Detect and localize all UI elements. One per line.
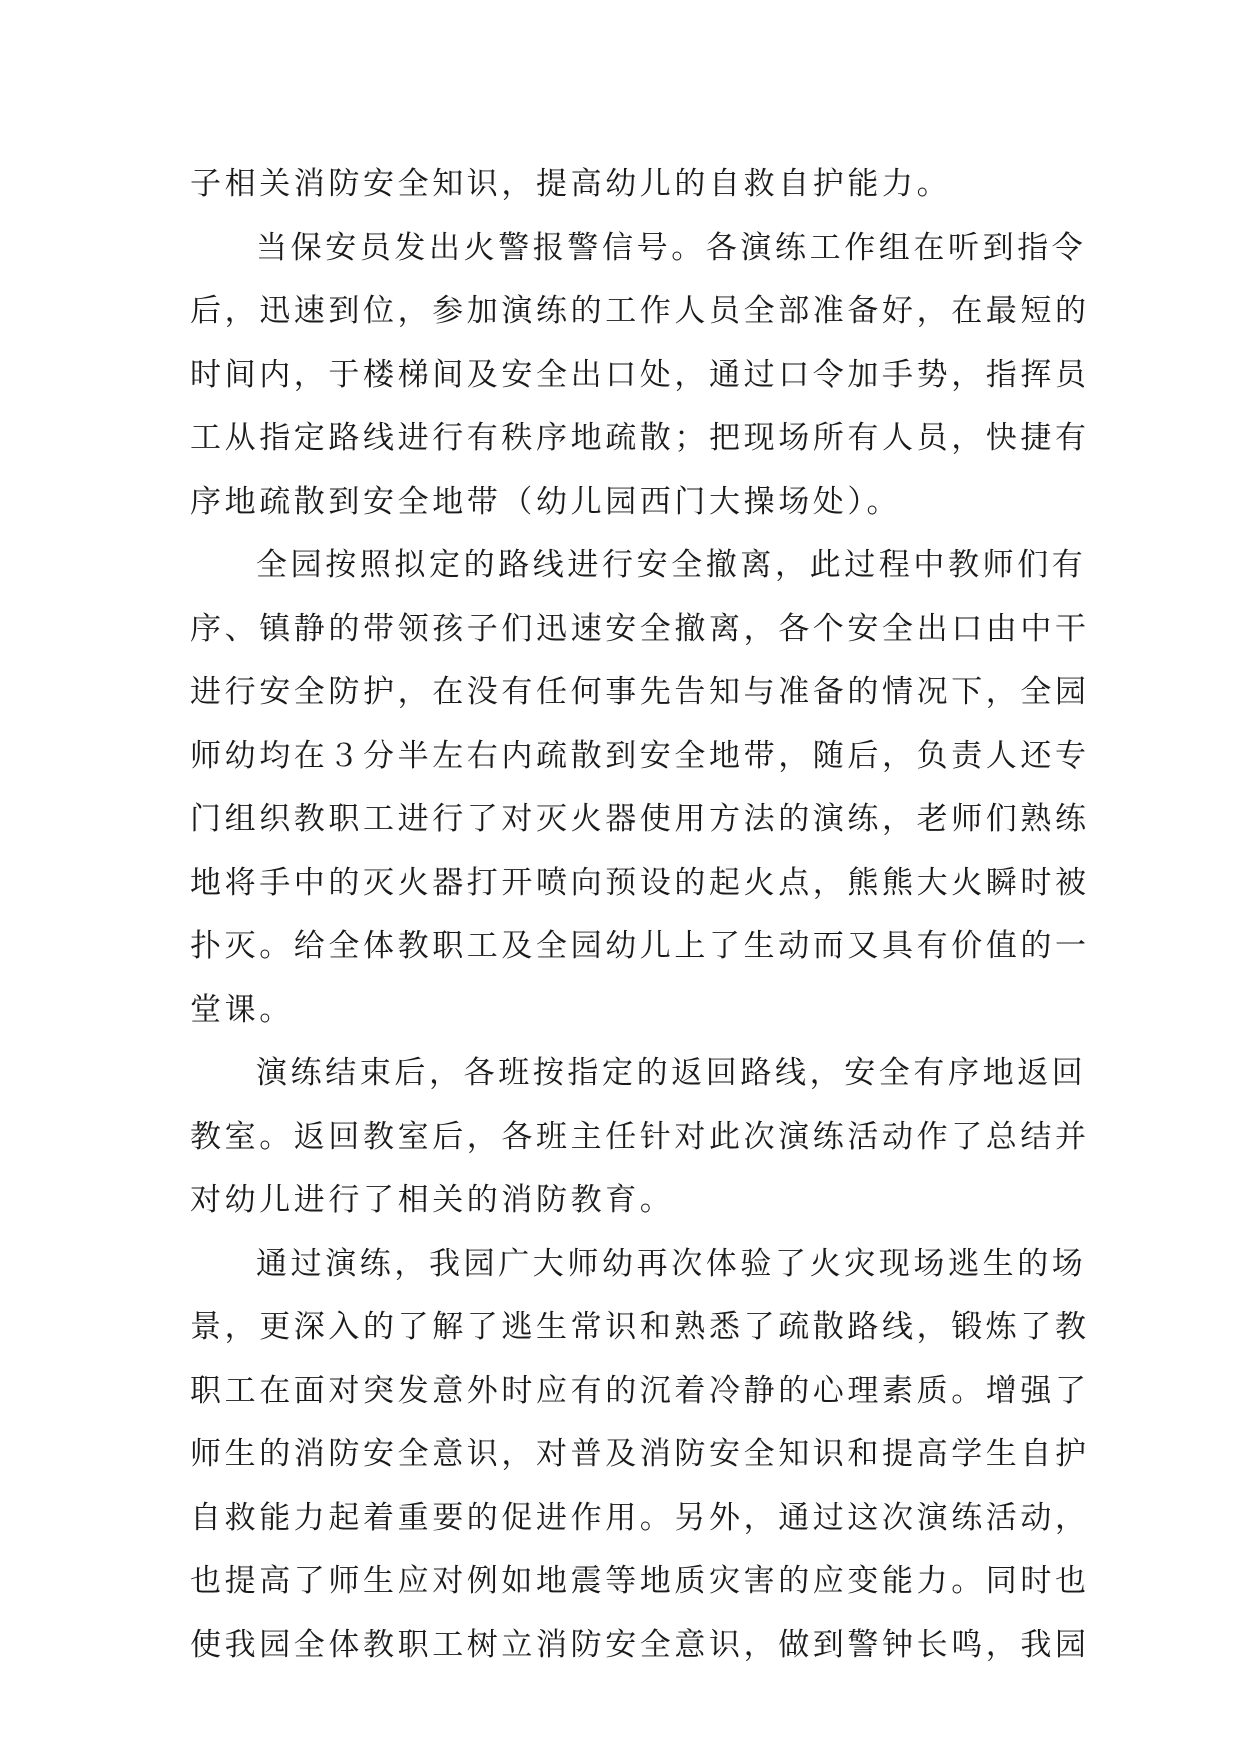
text-line: 教室。返回教室后，各班主任针对此次演练活动作了总结并 xyxy=(190,1118,1090,1155)
text-line: 序、镇静的带领孩子们迅速安全撤离，各个安全出口由中干 xyxy=(190,610,1090,647)
body-text xyxy=(190,153,1090,1677)
text-line: 师幼均在３分半左右内疏散到安全地带，随后，负责人还专 xyxy=(190,737,1090,774)
text-line: 通过演练，我园广大师幼再次体验了火灾现场逃生的场 xyxy=(256,1245,1087,1282)
text-line: 门组织教职工进行了对灭火器使用方法的演练，老师们熟练 xyxy=(190,801,1090,837)
text-line: 进行安全防护，在没有任何事先告知与准备的情况下，全园 xyxy=(190,674,1090,710)
text-line: 后，迅速到位，参加演练的工作人员全部准备好，在最短的 xyxy=(190,293,1090,329)
text-line: 自救能力起着重要的促进作用。另外，通过这次演练活动， xyxy=(190,1499,1090,1536)
text-line: 全园按照拟定的路线进行安全撤离，此过程中教师们有 xyxy=(256,547,1087,583)
text-line: 使我园全体教职工树立消防安全意识，做到警钟长鸣，我园 xyxy=(190,1626,1090,1663)
text-line: 子相关消防安全知识，提高幼儿的自救自护能力。 xyxy=(190,166,952,202)
text-line: 师生的消防安全意识，对普及消防安全知识和提高学生自护 xyxy=(190,1436,1090,1472)
text-line: 当保安员发出火警报警信号。各演练工作组在听到指令 xyxy=(256,229,1087,266)
text-line: 工从指定路线进行有秩序地疏散；把现场所有人员，快捷有 xyxy=(190,420,1090,456)
text-line: 对幼儿进行了相关的消防教育。 xyxy=(190,1182,675,1218)
text-line: 扑灭。给全体教职工及全园幼儿上了生动而又具有价值的一 xyxy=(190,928,1090,964)
text-line: 序地疏散到安全地带（幼儿园西门大操场处）。 xyxy=(190,483,902,520)
text-line: 景，更深入的了解了逃生常识和熟悉了疏散路线，锻炼了教 xyxy=(190,1309,1090,1345)
text-line: 时间内，于楼梯间及安全出口处，通过口令加手势，指挥员 xyxy=(190,356,1090,393)
text-line: 堂课。 xyxy=(190,991,294,1028)
text-line: 地将手中的灭火器打开喷向预设的起火点，熊熊大火瞬时被 xyxy=(190,864,1090,901)
text-line: 职工在面对突发意外时应有的沉着冷静的心理素质。增强了 xyxy=(190,1372,1090,1409)
text-line: 演练结束后，各班按指定的返回路线，安全有序地返回 xyxy=(256,1055,1087,1091)
text-line: 也提高了师生应对例如地震等地质灾害的应变能力。同时也 xyxy=(190,1563,1090,1599)
